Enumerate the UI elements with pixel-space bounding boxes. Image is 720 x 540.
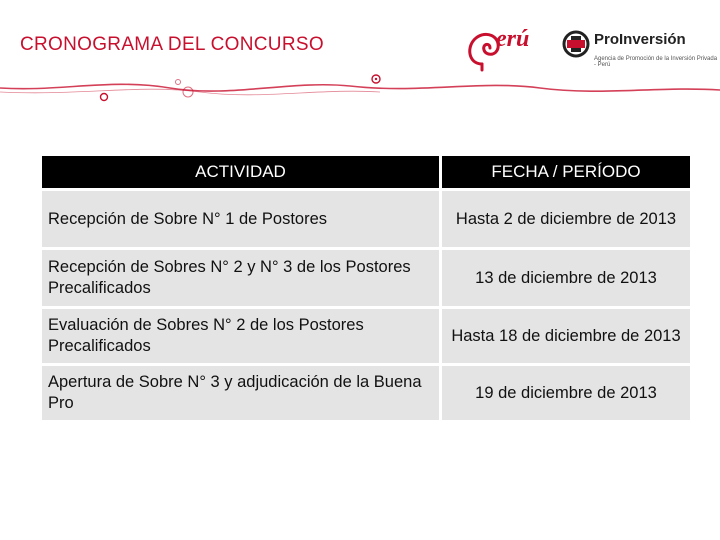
proinversion-tagline: Agencia de Promoción de la Inversión Privada - Perú xyxy=(594,56,718,68)
page-title: CRONOGRAMA DEL CONCURSO xyxy=(20,34,324,55)
table-header-row xyxy=(42,156,690,190)
table-row xyxy=(42,249,690,308)
proinversion-emblem-icon xyxy=(562,30,590,58)
date-cell: 19 de diciembre de 2013 xyxy=(441,365,691,421)
peru-brand-text: erú xyxy=(496,26,530,52)
activity-cell: Apertura de Sobre N° 3 y adjudicación de la Buena Pro xyxy=(42,365,441,421)
decor-circle-icon xyxy=(101,94,108,101)
decor-circle-icon xyxy=(176,80,181,85)
date-cell: Hasta 2 de diciembre de 2013 xyxy=(441,190,691,249)
activity-cell: Recepción de Sobre N° 1 de Postores xyxy=(42,190,441,249)
table-row xyxy=(42,190,690,249)
date-cell: 13 de diciembre de 2013 xyxy=(441,249,691,308)
date-cell: Hasta 18 de diciembre de 2013 xyxy=(441,308,691,365)
schedule-table xyxy=(42,156,690,420)
table-row xyxy=(42,308,690,365)
column-header-date: FECHA / PERÍODO xyxy=(441,156,691,190)
activity-cell: Evaluación de Sobres N° 2 de los Postores Precalificados xyxy=(42,308,441,365)
proinversion-brand-name: ProInversión xyxy=(594,31,686,48)
table-row xyxy=(42,365,690,421)
decor-circle-icon xyxy=(183,87,193,97)
activity-cell: Recepción de Sobres N° 2 y N° 3 de los Postores Precalificados xyxy=(42,249,441,308)
column-header-activity: ACTIVIDAD xyxy=(42,156,441,190)
decor-dot-icon xyxy=(375,78,377,80)
